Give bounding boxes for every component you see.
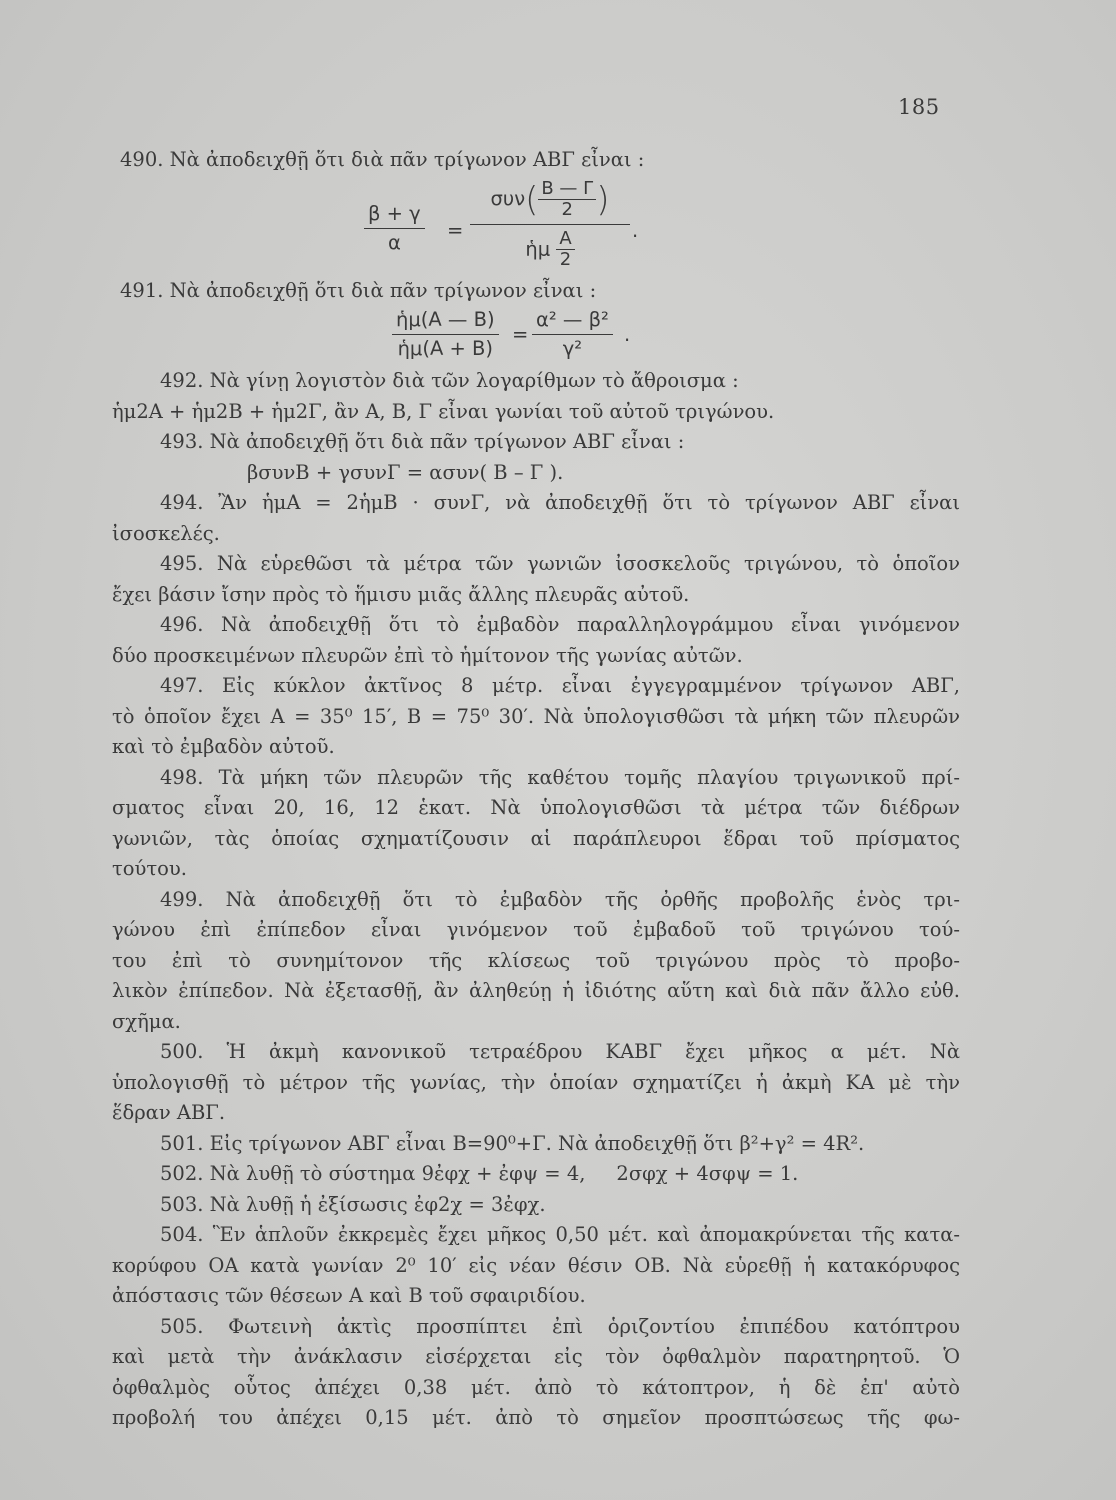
problem-490-intro: 490. Νὰ ἀποδειχθῇ ὅτι διὰ πᾶν τρίγωνον ΑΒΓ εἶναι : <box>120 148 645 171</box>
page-number: 185 <box>898 95 940 119</box>
formula-491 <box>112 306 960 366</box>
problem-494-line-2: ἰσοσκελές. <box>112 521 220 545</box>
formula-491-equals: = <box>512 323 529 346</box>
problem-504-line-3: ἀπόστασις τῶν θέσεων Α καὶ Β τοῦ σφαιριδίου. <box>112 1284 586 1307</box>
formula-491-lhs-denominator: ἡμ(Α + Β) <box>397 337 494 360</box>
problem-500-line-3: ἕδραν ΑΒΓ. <box>112 1101 226 1124</box>
cos-function: συν <box>490 186 526 210</box>
problem-499-line-1: 499. Νὰ ἀποδειχθῇ ὅτι τὸ ἐμβαδὸν τῆς ὀρθῆς προβολῆς ἑνὸς τρι- <box>160 887 960 911</box>
formula-491-rhs-numerator: α² — β² <box>532 308 613 335</box>
problem-496-line-2: δύο προσκειμένων πλευρῶν ἐπὶ τὸ ἡμίτονον τῆς γωνίας αὐτῶν. <box>112 643 743 667</box>
formula-491-period: . <box>624 323 631 346</box>
problem-504-line-2: κορύφου ΟΑ κατὰ γωνίαν 2⁰ 10′ εἰς νέαν θέσιν ΟΒ. Νὰ εὑρεθῇ ἡ κατακόρυφος <box>112 1253 960 1277</box>
problem-494-line-1: 494. Ἂν ἡμΑ = 2ἡμΒ · συνΓ, νὰ ἀποδειχθῇ ὅτι τὸ τρίγωνον ΑΒΓ εἶναι <box>160 491 960 514</box>
formula-490-equals: = <box>447 218 464 242</box>
problem-505-line-4: προβολή του ἀπέχει 0,15 μέτ. ἀπὸ τὸ σημεῖον προσπτώσεως τῆς φω- <box>112 1406 960 1429</box>
problem-495-line-2: ἔχει βάσιν ἴσην πρὸς τὸ ἥμισυ μιᾶς ἄλλης πλευρᾶς αὐτοῦ. <box>112 582 690 606</box>
formula-491-rhs-denominator: γ² <box>562 337 583 360</box>
problem-504-line-1: 504. Ἓν ἁπλοῦν ἐκκρεμὲς ἔχει μῆκος 0,50 μέτ. καὶ ἀπομακρύνεται τῆς κατα- <box>160 1223 960 1246</box>
sin-argument-denominator: 2 <box>559 248 572 270</box>
formula-490-period: . <box>632 218 639 242</box>
problem-501: 501. Εἰς τρίγωνον ΑΒΓ εἶναι Β=90⁰+Γ. Νὰ ἀποδειχθῇ ὅτι β²+γ² = 4R². <box>160 1131 865 1155</box>
problem-505-line-3: ὀφθαλμὸς οὗτος ἀπέχει 0,38 μέτ. ἀπὸ τὸ κάτοπτρον, ἡ δὲ ἐπ' αὐτὸ <box>112 1375 960 1399</box>
cos-argument-denominator: 2 <box>561 198 573 220</box>
problem-500-line-2: ὑπολογισθῇ τὸ μέτρον τῆς γωνίας, τὴν ὁποίαν σχηματίζει ἡ ἀκμὴ ΚΑ μὲ τὴν <box>112 1070 960 1094</box>
problem-491-intro: 491. Νὰ ἀποδειχθῇ ὅτι διὰ πᾶν τρίγωνον εἶναι : <box>120 278 597 302</box>
problem-505-line-1: 505. Φωτεινὴ ἀκτὶς προσπίπτει ἐπὶ ὁριζοντίου ἐπιπέδου κατόπτρου <box>160 1314 960 1338</box>
problem-503: 503. Νὰ λυθῇ ἡ ἐξίσωσις ἐφ2χ = 3ἐφχ. <box>160 1192 546 1216</box>
problem-498-line-4: τούτου. <box>112 857 187 880</box>
formula-491-lhs <box>392 308 499 361</box>
problem-498-line-3: γωνιῶν, τὰς ὁποίας σχηματίζουσιν αἱ παράπλευροι ἕδραι τοῦ πρίσματος <box>112 826 960 850</box>
problem-493-formula: βσυνΒ + γσυνΓ = ασυν( Β – Γ ). <box>247 460 564 484</box>
problem-498-line-2: σματος εἶναι 20, 16, 12 ἑκατ. Νὰ ὑπολογισθῶσι τὰ μέτρα τῶν διέδρων <box>112 796 960 819</box>
problem-505-line-2: καὶ μετὰ τὴν ἀνάκλασιν εἰσέρχεται εἰς τὸν ὀφθαλμὸν παρατηρητοῦ. Ὁ <box>112 1345 960 1368</box>
problem-493-line-1: 493. Νὰ ἀποδειχθῇ ὅτι διὰ πᾶν τρίγωνον ΑΒΓ εἶναι : <box>160 430 685 453</box>
problem-495-line-1: 495. Νὰ εὑρεθῶσι τὰ μέτρα τῶν γωνιῶν ἰσοσκελοῦς τριγώνου, τὸ ὁποῖον <box>160 552 960 575</box>
sin-function: ἡμ <box>525 237 551 260</box>
formula-490-lhs-numerator: β + γ <box>364 202 425 229</box>
problem-499-line-4: λικὸν ἐπίπεδον. Νὰ ἐξετασθῇ, ἂν ἀληθεύῃ ἡ ἰδιότης αὕτη καὶ διὰ πᾶν ἄλλο εὐθ. <box>112 979 960 1002</box>
problem-497-line-3: καὶ τὸ ἐμβαδὸν αὐτοῦ. <box>112 735 335 758</box>
formula-491-lhs-numerator: ἡμ(Α — Β) <box>392 308 499 335</box>
problem-498-line-1: 498. Τὰ μήκη τῶν πλευρῶν τῆς καθέτου τομῆς πλαγίου τριγωνικοῦ πρί- <box>160 765 960 789</box>
formula-490-rhs-denominator <box>470 225 630 270</box>
page-text <box>112 145 960 1434</box>
formula-490-lhs <box>364 202 425 255</box>
problem-492-line-1: 492. Νὰ γίνῃ λογιστὸν διὰ τῶν λογαρίθμων τὸ ἄθροισμα : <box>160 369 739 392</box>
problem-497-line-2: τὸ ὁποῖον ἔχει Α = 35⁰ 15′, Β = 75⁰ 30′. Νὰ ὑπολογισθῶσι τὰ μήκη τῶν πλευρῶν <box>112 704 960 728</box>
problem-502: 502. Νὰ λυθῇ τὸ σύστημα 9ἐφχ + ἐφψ = 4, 2σφχ + 4σφψ = 1. <box>160 1162 799 1185</box>
problem-500-line-1: 500. Ἡ ἀκμὴ κανονικοῦ τετραέδρου ΚΑΒΓ ἔχει μῆκος α μέτ. Νὰ <box>160 1040 960 1063</box>
problem-496-line-1: 496. Νὰ ἀποδειχθῇ ὅτι τὸ ἐμβαδὸν παραλληλογράμμου εἶναι γινόμενον <box>160 613 960 636</box>
formula-490-rhs <box>470 176 630 270</box>
formula-490-rhs-numerator: συν( $\frac{B — \Gamma}{2}$ ) <box>470 176 630 225</box>
problem-499-line-5: σχῆμα. <box>112 1009 181 1033</box>
cos-argument-numerator: Β — Γ <box>538 179 596 200</box>
problem-492-line-2: ἡμ2Α + ἡμ2Β + ἡμ2Γ, ἂν Α, Β, Γ εἶναι γωνίαι τοῦ αὐτοῦ τριγώνου. <box>112 399 775 423</box>
problem-499-line-3: του ἐπὶ τὸ συνημίτονον τῆς κλίσεως τοῦ τριγώνου πρὸς τὸ προβο- <box>112 948 960 972</box>
sin-argument-numerator: Α <box>556 229 574 250</box>
formula-490 <box>112 176 960 276</box>
problem-499-line-2: γώνου ἐπὶ ἐπίπεδον εἶναι γινόμενον τοῦ ἐμβαδοῦ τοῦ τριγώνου τού- <box>112 918 960 941</box>
formula-490-lhs-denominator: α <box>387 230 401 254</box>
formula-491-rhs <box>532 308 613 361</box>
problem-497-line-1: 497. Εἰς κύκλον ἀκτῖνος 8 μέτρ. εἶναι ἐγγεγραμμένον τρίγωνον ΑΒΓ, <box>160 674 960 697</box>
